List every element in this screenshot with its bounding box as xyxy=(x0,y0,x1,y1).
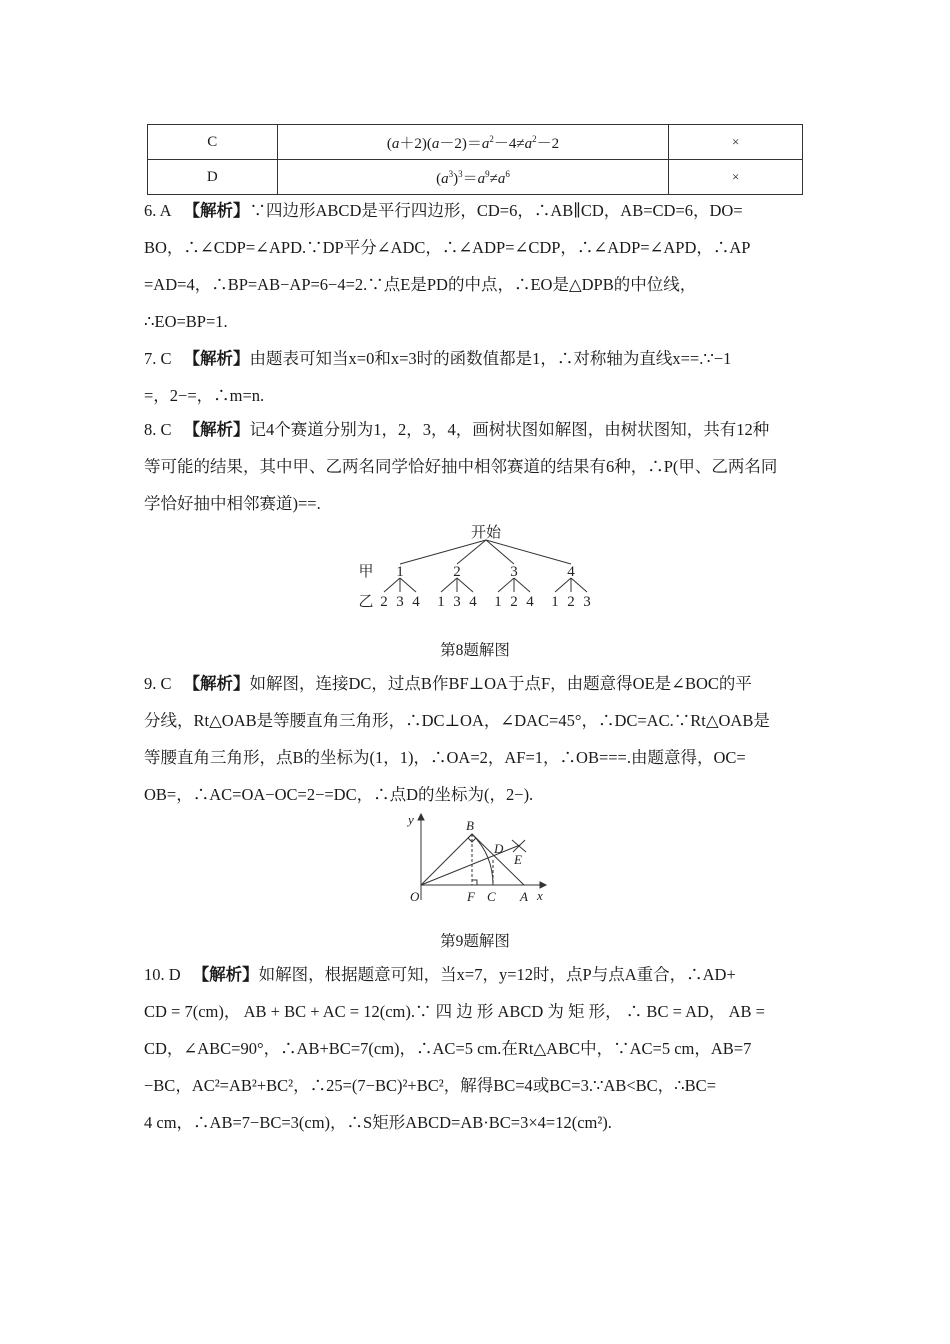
solution-line: 如解图，连接DC，过点B作BF⊥OA于点F，由题意得OE是∠BOC的平 xyxy=(249,674,752,693)
tree-root: 开始 xyxy=(470,525,502,541)
geometry-diagram xyxy=(400,810,550,905)
expression-cell: $(a^3)^3=a^9\ne a^6$ xyxy=(277,160,669,195)
svg-text:3: 3 xyxy=(583,594,591,610)
solution-7 xyxy=(144,340,808,414)
analysis-tag: 【解析】 xyxy=(183,420,250,439)
tree-level2-label: 乙 xyxy=(358,594,374,610)
svg-text:3: 3 xyxy=(453,594,461,610)
svg-text:x: x xyxy=(537,888,543,903)
question-number: 10. D xyxy=(144,965,181,984)
solution-line: BO，∴∠CDP=∠APD.∵DP平分∠ADC，∴∠ADP=∠CDP，∴∠ADP=∠APD，∴AP xyxy=(144,238,751,257)
solution-line: 4 cm，∴AB=7−BC=3(cm)，∴S矩形ABCD=AB·BC=3×4=12(cm²). xyxy=(144,1113,612,1132)
table-row xyxy=(148,125,803,160)
svg-text:D: D xyxy=(494,841,504,856)
answer-table xyxy=(147,124,803,195)
solution-9 xyxy=(144,665,808,813)
svg-text:y: y xyxy=(408,812,414,827)
svg-text:4: 4 xyxy=(567,564,575,580)
svg-text:A: A xyxy=(520,889,528,904)
question-number: 6. A xyxy=(144,201,172,220)
solution-line: 如解图，根据题意可知，当x=7，y=12时，点P与点A重合，∴AD+ xyxy=(258,965,736,984)
svg-text:4: 4 xyxy=(526,594,534,610)
solution-line: =，2−=，∴m=n. xyxy=(144,386,265,405)
solution-line: OB=，∴AC=OA−OC=2−=DC，∴点D的坐标为(，2−). xyxy=(144,785,534,804)
solution-6 xyxy=(144,192,808,340)
solution-line: CD = 7(cm)， AB + BC + AC = 12(cm).∵ 四 边 形 ABCD 为 矩 形， ∴ BC = AD， AB = xyxy=(144,1002,765,1021)
svg-text:3: 3 xyxy=(510,564,518,580)
svg-text:C: C xyxy=(487,889,496,904)
solution-line: 等腰直角三角形，点B的坐标为(1，1)，∴OA=2，AF=1，∴OB===.由题意得，OC= xyxy=(144,748,746,767)
analysis-tag: 【解析】 xyxy=(183,349,250,368)
svg-text:3: 3 xyxy=(396,594,404,610)
solution-8 xyxy=(144,411,808,522)
solution-10 xyxy=(144,956,808,1141)
svg-text:4: 4 xyxy=(469,594,477,610)
option-cell: C xyxy=(148,125,278,160)
svg-text:1: 1 xyxy=(494,594,502,610)
svg-text:4: 4 xyxy=(412,594,420,610)
question-number: 7. C xyxy=(144,349,172,368)
table-row xyxy=(148,160,803,195)
svg-text:2: 2 xyxy=(380,594,388,610)
svg-text:2: 2 xyxy=(510,594,518,610)
figure-8-caption: 第8题解图 xyxy=(440,642,510,659)
solution-line: 分线，Rt△OAB是等腰直角三角形，∴DC⊥OA，∠DAC=45°，∴DC=AC.∵Rt△OAB是 xyxy=(144,711,770,730)
solution-line: 等可能的结果，其中甲、乙两名同学恰好抽中相邻赛道的结果有6种，∴P(甲、乙两名同 xyxy=(144,457,778,476)
svg-text:2: 2 xyxy=(453,564,461,580)
verdict-cell: × xyxy=(669,160,803,195)
solution-line: =AD=4，∴BP=AB−AP=6−4=2.∵点E是PD的中点，∴EO是△DPB的中位线， xyxy=(144,275,697,294)
svg-text:2: 2 xyxy=(567,594,575,610)
tree-diagram xyxy=(350,518,610,610)
solution-line: 记4个赛道分别为1，2，3，4，画树状图如解图，由树状图知，共有12种 xyxy=(249,420,770,439)
svg-text:E: E xyxy=(514,852,522,867)
solution-line: ∴EO=BP=1. xyxy=(144,312,228,331)
expression-cell: $(a+2)(a-2)=a^2-4\ne a^2-2$ xyxy=(277,125,669,160)
analysis-tag: 【解析】 xyxy=(183,674,250,693)
solution-line: 由题表可知当x=0和x=3时的函数值都是1，∴对称轴为直线x==.∵−1 xyxy=(249,349,732,368)
svg-text:B: B xyxy=(466,818,474,833)
solution-line: CD，∠ABC=90°，∴AB+BC=7(cm)，∴AC=5 cm.在Rt△ABC中，∵AC=5 cm，AB=7 xyxy=(144,1039,752,1058)
question-number: 8. C xyxy=(144,420,172,439)
svg-text:1: 1 xyxy=(396,564,404,580)
question-number: 9. C xyxy=(144,674,172,693)
verdict-cell: × xyxy=(669,125,803,160)
svg-text:1: 1 xyxy=(551,594,559,610)
svg-text:F: F xyxy=(467,889,475,904)
solution-line: ∵四边形ABCD是平行四边形，CD=6，∴AB∥CD，AB=CD=6，DO= xyxy=(249,201,743,220)
svg-text:1: 1 xyxy=(437,594,445,610)
option-cell: D xyxy=(148,160,278,195)
solution-line: −BC，AC²=AB²+BC²，∴25=(7−BC)²+BC²，解得BC=4或BC=3.∵AB<BC，∴BC= xyxy=(144,1076,716,1095)
analysis-tag: 【解析】 xyxy=(192,965,259,984)
solution-line: 学恰好抽中相邻赛道)==. xyxy=(144,494,321,513)
figure-9-caption: 第9题解图 xyxy=(440,933,510,950)
tree-level1-label: 甲 xyxy=(358,564,374,580)
analysis-tag: 【解析】 xyxy=(183,201,250,220)
svg-text:O: O xyxy=(410,889,420,904)
